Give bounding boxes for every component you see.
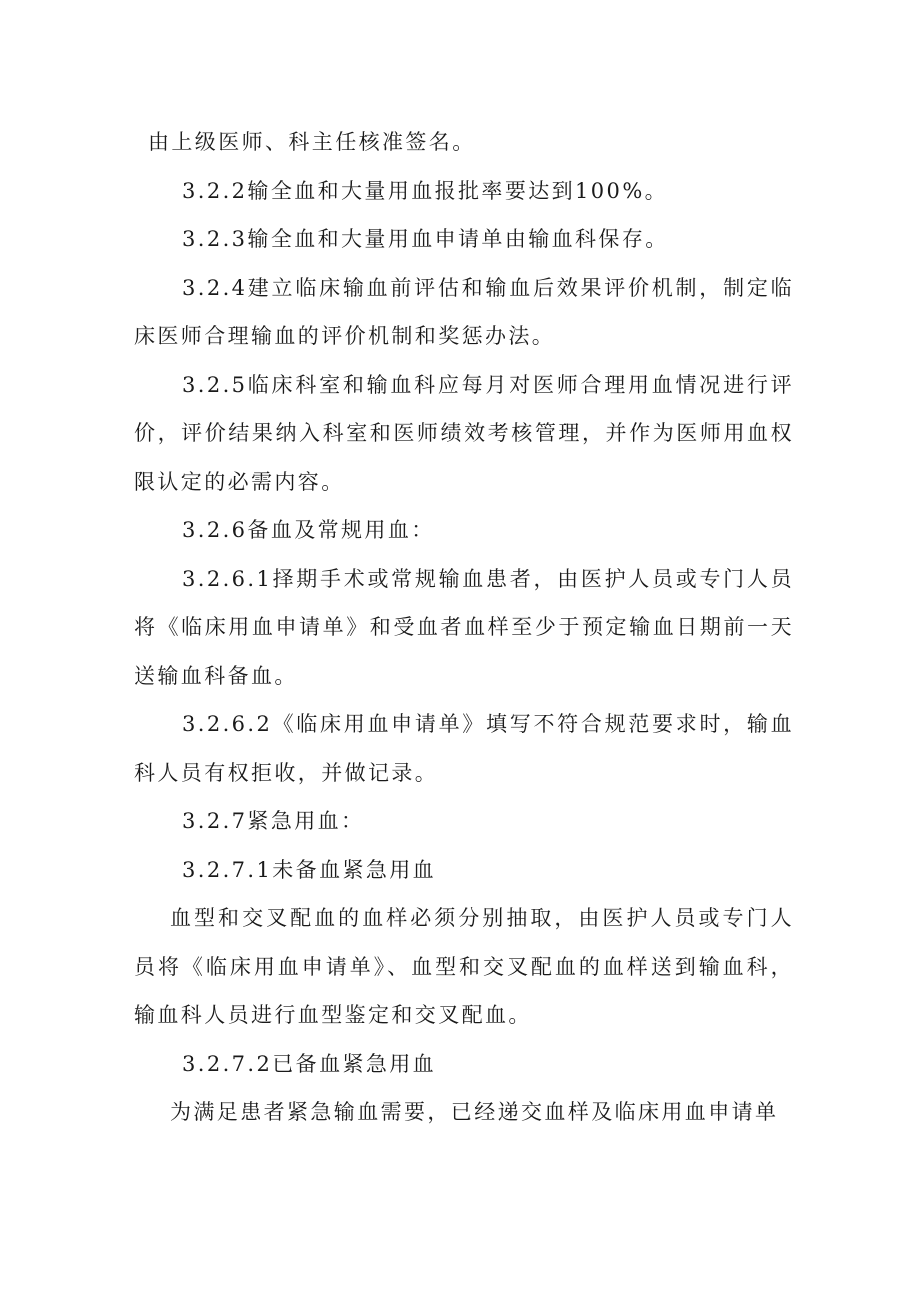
paragraph-3-2-3: 3.2.3输全血和大量用血申请单由输血科保存。 <box>182 227 669 251</box>
paragraph-3-2-5: 3.2.5临床科室和输血科应每月对医师合理用血情况进行评价，评价结果纳入科室和医师绩效考核管理，并作为医师用血权限认定的必需内容。 <box>134 372 794 494</box>
paragraph-3-2-7: 3.2.7紧急用血： <box>182 809 365 833</box>
paragraph-3-2-6-1: 3.2.6.1择期手术或常规输血患者，由医护人员或专门人员将《临床用血申请单》和受血者血样至少于预定输血日期前一天送输血科备血。 <box>134 566 794 688</box>
paragraph-continuation: 由上级医师、科主任核准签名。 <box>148 130 476 154</box>
paragraph-unprepared-blood: 血型和交叉配血的血样必须分别抽取，由医护人员或专门人员将《临床用血申请单》、血型和交叉配血的血样送到输血科，输血科人员进行血型鉴定和交叉配血。 <box>134 906 794 1027</box>
paragraph-prepared-blood: 为满足患者紧急输血需要，已经递交血样及临床用血申请单 <box>170 1100 779 1124</box>
paragraph-3-2-7-2: 3.2.7.2已备血紧急用血 <box>182 1051 437 1076</box>
paragraph-3-2-7-1: 3.2.7.1未备血紧急用血 <box>182 857 437 882</box>
paragraph-3-2-2: 3.2.2输全血和大量用血报批率要达到100%。 <box>182 178 669 203</box>
document-body <box>134 118 794 1137</box>
paragraph-3-2-4: 3.2.4建立临床输血前评估和输血后效果评价机制，制定临床医师合理输血的评价机制和奖惩办法。 <box>134 275 794 348</box>
paragraph-3-2-6: 3.2.6备血及常规用血： <box>182 518 435 542</box>
paragraph-3-2-6-2: 3.2.6.2《临床用血申请单》填写不符合规范要求时，输血科人员有权拒收，并做记录。 <box>134 712 794 785</box>
